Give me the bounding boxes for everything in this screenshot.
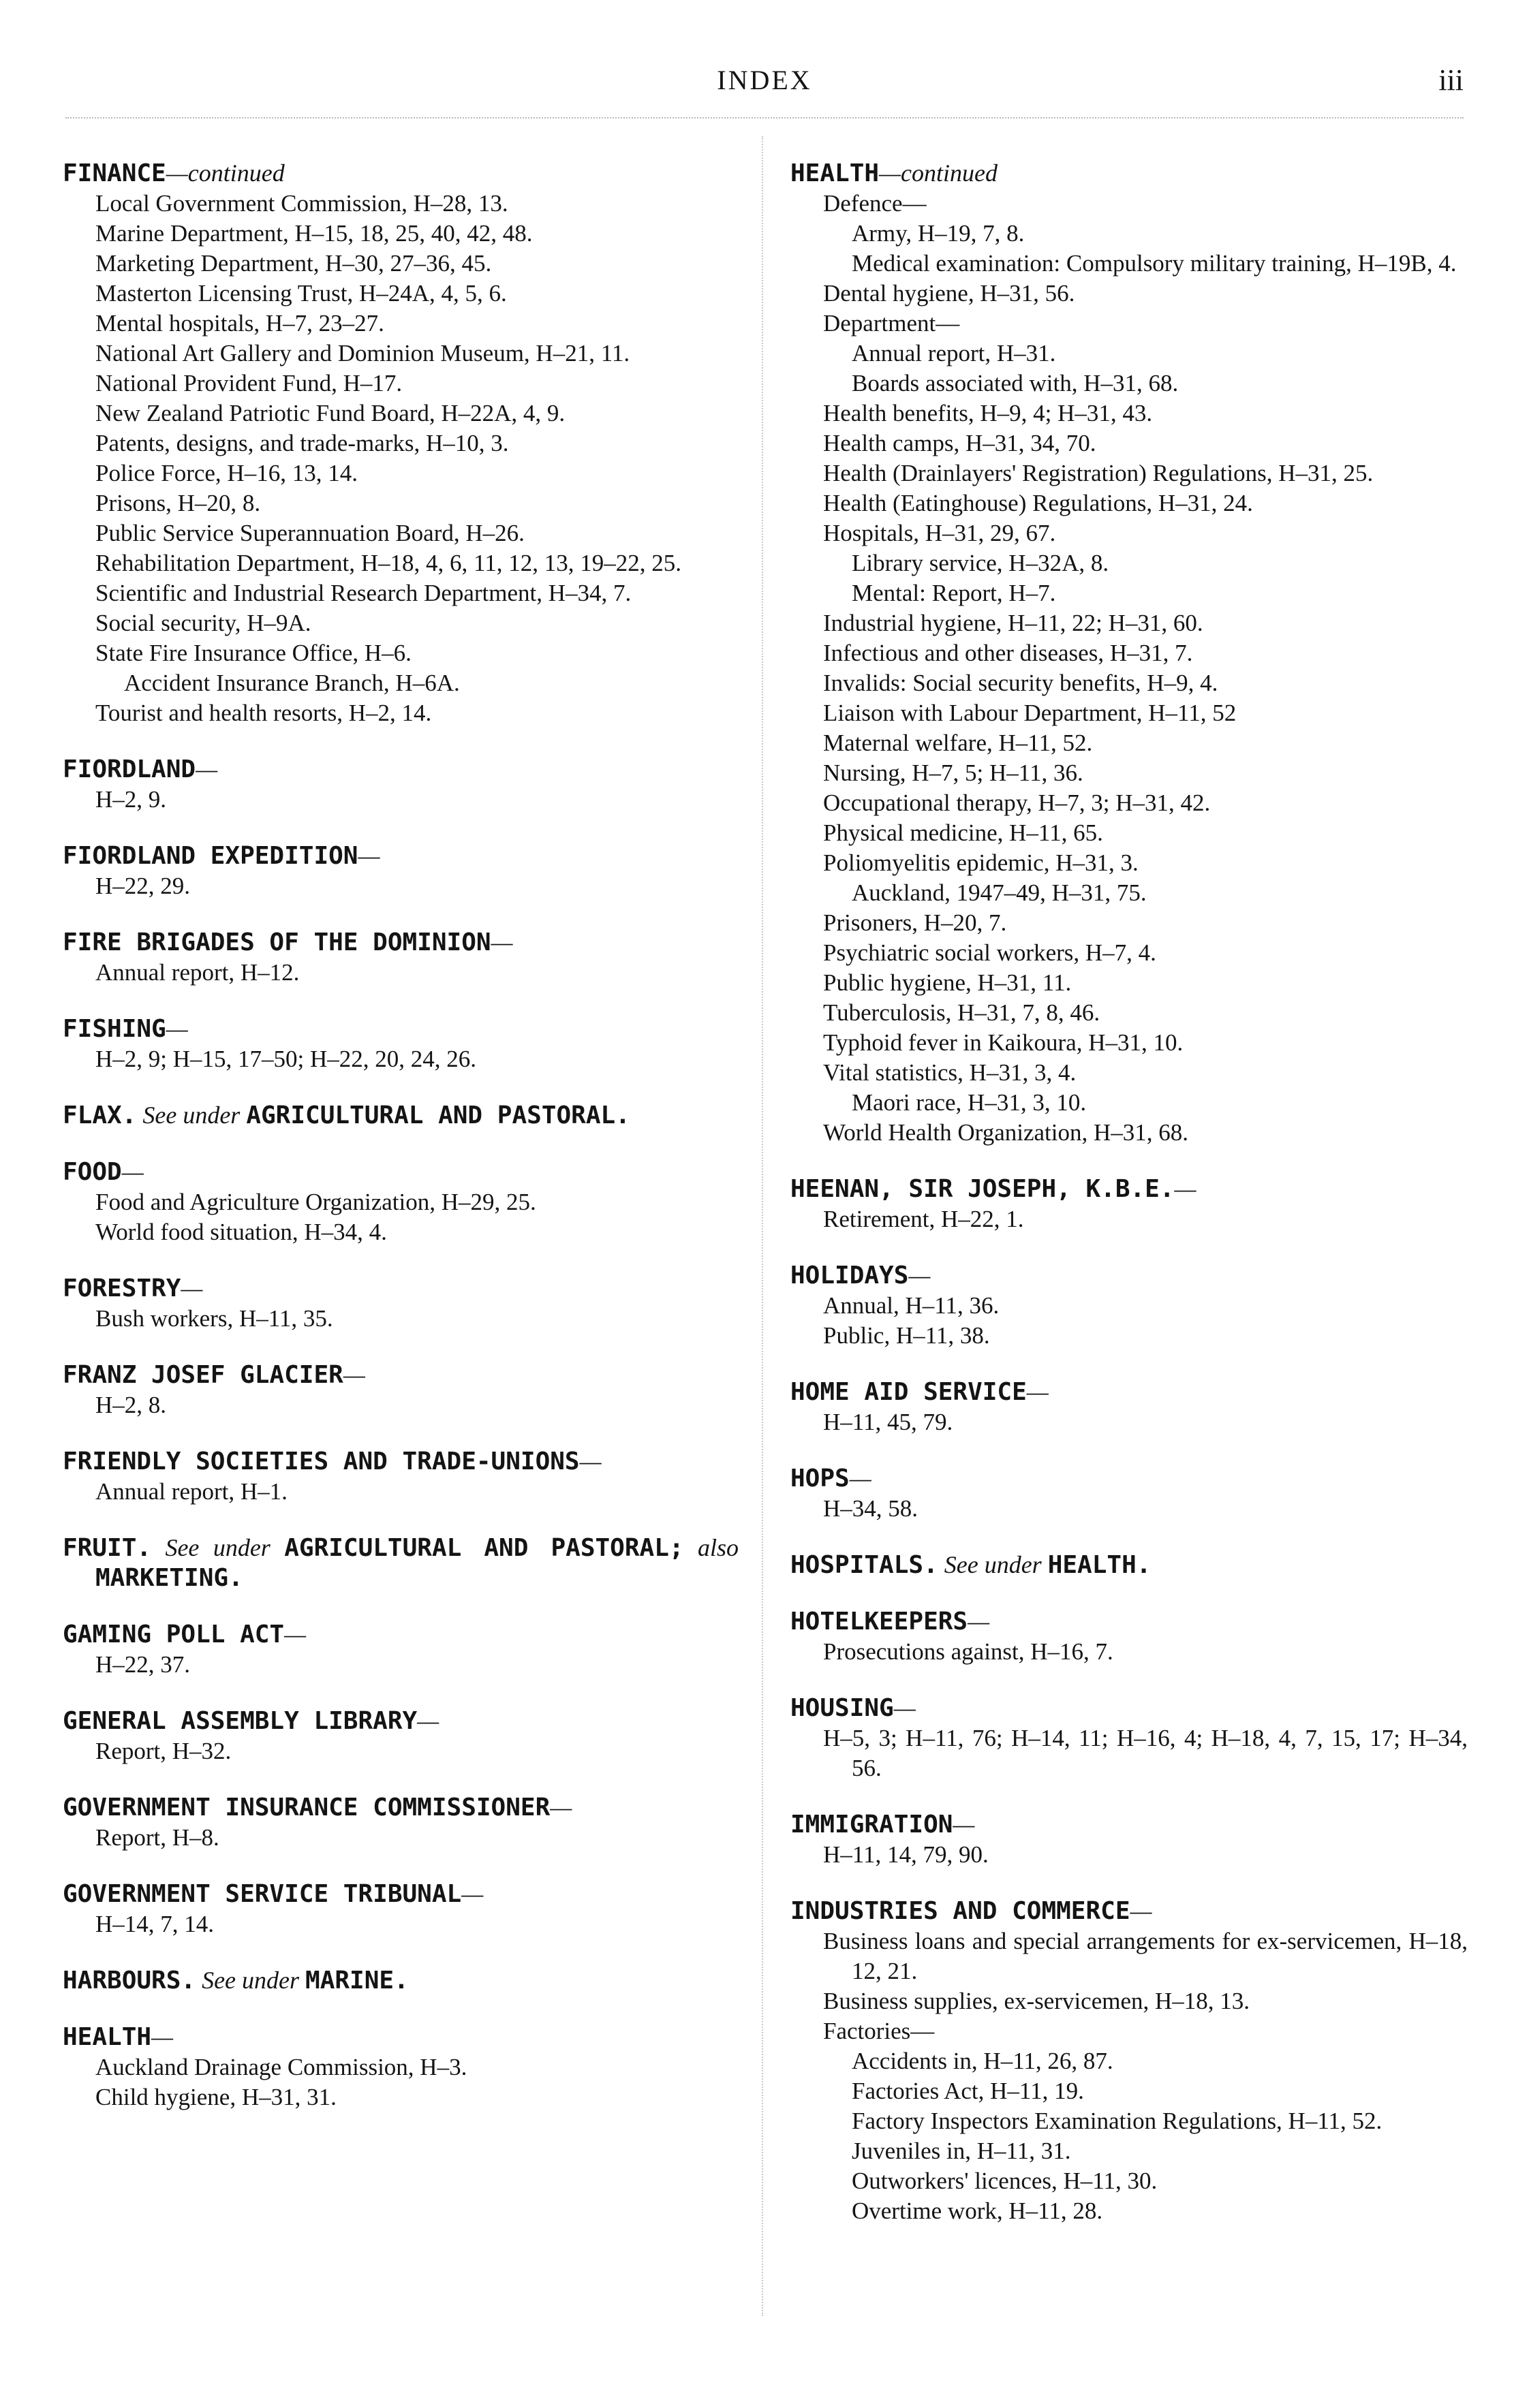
continuation-mark: — (284, 1621, 307, 1648)
heading-term: HOME AID SERVICE (790, 1378, 1027, 1406)
continuation-mark: — (166, 1015, 188, 1042)
index-subentry: Retirement, H–22, 1. (823, 1206, 1024, 1232)
continuation-mark: — (849, 1465, 871, 1492)
index-subentry: World food situation, H–34, 4. (95, 1219, 387, 1245)
heading-term: INDUSTRIES AND COMMERCE (790, 1897, 1130, 1925)
index-heading (63, 754, 739, 785)
heading-term: HOSPITALS. (790, 1551, 938, 1579)
index-subentry: Food and Agriculture Organization, H–29, 25. (95, 1189, 536, 1215)
index-heading (63, 1965, 739, 1996)
see-reference: See under (151, 1534, 285, 1561)
index-subentry: Industrial hygiene, H–11, 22; H–31, 60. (823, 610, 1203, 636)
index-entry (790, 1809, 1468, 1870)
index-subentry: Prisoners, H–20, 7. (823, 909, 1007, 936)
index-subentry: Health camps, H–31, 34, 70. (823, 430, 1096, 456)
heading-term: FOOD (63, 1158, 122, 1186)
index-subentry: Liaison with Labour Department, H–11, 52 (823, 700, 1237, 726)
heading-term: FRIENDLY SOCIETIES AND TRADE-UNIONS (63, 1448, 580, 1475)
index-subentry: Social security, H–9A. (95, 610, 311, 636)
index-subentry: Dental hygiene, H–31, 56. (823, 280, 1075, 307)
index-subentry: Patents, designs, and trade-marks, H–10, 3. (95, 430, 509, 456)
heading-term: HOUSING (790, 1694, 894, 1722)
continuation-mark: — (908, 1262, 931, 1289)
index-subentry: Nursing, H–7, 5; H–11, 36. (823, 760, 1083, 786)
continuation-mark: — (343, 1361, 365, 1388)
index-subentry: Bush workers, H–11, 35. (95, 1305, 333, 1332)
index-heading (63, 1879, 739, 1909)
continuation-mark: — (550, 1794, 572, 1821)
continuation-mark: — (953, 1811, 975, 1838)
index-subentry: H–2, 8. (95, 1392, 167, 1418)
continuation-mark: — (1026, 1378, 1049, 1405)
index-subentry: Factories— (823, 2018, 935, 2044)
index-entry (790, 1693, 1468, 1783)
page-header (0, 60, 1529, 108)
index-entry (63, 1014, 739, 1074)
header-rule (65, 117, 1464, 119)
index-heading (790, 1377, 1468, 1407)
continuation-mark: —continued (879, 159, 998, 187)
index-subentry: Boards associated with, H–31, 68. (852, 370, 1179, 396)
running-head: INDEX (717, 65, 812, 95)
heading-term: FORESTRY (63, 1275, 181, 1302)
cross-reference-target: MARKETING. (95, 1564, 243, 1592)
index-heading (63, 1619, 739, 1650)
index-subentry: Defence— (823, 190, 927, 217)
index-subentry: H–11, 45, 79. (823, 1409, 953, 1435)
index-heading (790, 158, 1468, 189)
see-reference: See under (938, 1551, 1048, 1578)
heading-term: GOVERNMENT INSURANCE COMMISSIONER (63, 1794, 551, 1821)
index-entry (63, 1879, 739, 1939)
index-subentry: Accident Insurance Branch, H–6A. (124, 670, 460, 696)
continuation-mark: — (151, 2023, 174, 2050)
index-entry (63, 1360, 739, 1420)
heading-term: HEENAN, SIR JOSEPH, K.B.E. (790, 1175, 1175, 1203)
index-subentry: Child hygiene, H–31, 31. (95, 2084, 337, 2110)
continuation-mark: — (417, 1707, 439, 1734)
index-heading (790, 1260, 1468, 1291)
index-subentry: H–34, 58. (823, 1495, 918, 1522)
continuation-mark: — (491, 928, 513, 956)
heading-term: FIORDLAND (63, 755, 196, 783)
index-subentry: Rehabilitation Department, H–18, 4, 6, 11, 12, 13, 19–22, 25. (95, 550, 681, 576)
index-subentry: Accidents in, H–11, 26, 87. (852, 2048, 1113, 2074)
index-heading (790, 1550, 1468, 1580)
index-subentry: Prosecutions against, H–16, 7. (823, 1638, 1113, 1665)
index-entry (790, 1550, 1468, 1580)
see-reference: See under (196, 1967, 306, 1994)
index-subentry: H–11, 14, 79, 90. (823, 1841, 989, 1868)
index-subentry: Infectious and other diseases, H–31, 7. (823, 640, 1193, 666)
index-subentry: Report, H–32. (95, 1738, 232, 1764)
index-subentry: Hospitals, H–31, 29, 67. (823, 520, 1056, 546)
index-entry (63, 2022, 739, 2112)
index-subentry: Marketing Department, H–30, 27–36, 45. (95, 250, 492, 277)
cross-reference-target: HEALTH. (1047, 1551, 1152, 1579)
index-entry (63, 1792, 739, 1853)
index-subentry: Maternal welfare, H–11, 52. (823, 730, 1093, 756)
index-subentry: Army, H–19, 7, 8. (852, 220, 1025, 247)
index-entry (63, 841, 739, 901)
index-subentry: Annual report, H–1. (95, 1478, 288, 1505)
index-subentry: National Provident Fund, H–17. (95, 370, 403, 396)
heading-term: GOVERNMENT SERVICE TRIBUNAL (63, 1880, 462, 1908)
index-heading (63, 1706, 739, 1736)
index-subentry: World Health Organization, H–31, 68. (823, 1119, 1189, 1146)
heading-term: FISHING (63, 1015, 166, 1043)
index-heading (63, 1446, 739, 1477)
index-subentry: Public Service Superannuation Board, H–26. (95, 520, 525, 546)
index-heading (63, 1792, 739, 1823)
index-subentry: Tourist and health resorts, H–2, 14. (95, 700, 432, 726)
index-subentry: Poliomyelitis epidemic, H–31, 3. (823, 849, 1139, 876)
index-subentry: Library service, H–32A, 8. (852, 550, 1109, 576)
index-entry (63, 1100, 739, 1131)
continuation-mark: — (358, 842, 380, 869)
index-entry (790, 1463, 1468, 1524)
index-heading (63, 1014, 739, 1044)
index-subentry: Physical medicine, H–11, 65. (823, 819, 1103, 846)
index-heading (63, 1157, 739, 1187)
heading-term: FIORDLAND EXPEDITION (63, 842, 358, 870)
column-divider (762, 136, 763, 2316)
index-entry (63, 1706, 739, 1766)
index-subentry: Medical examination: Compulsory military training, H–19B, 4. (852, 250, 1457, 277)
cross-reference-target: MARINE. (305, 1967, 409, 1995)
index-subentry: Public hygiene, H–31, 11. (823, 969, 1072, 996)
heading-term: HOTELKEEPERS (790, 1608, 968, 1636)
index-subentry: New Zealand Patriotic Fund Board, H–22A, 4, 9. (95, 400, 566, 426)
index-subentry: H–22, 37. (95, 1651, 191, 1678)
index-entry (790, 1377, 1468, 1437)
cross-reference-target: AGRICULTURAL AND PASTORAL. (246, 1101, 630, 1129)
continuation-mark: — (893, 1694, 916, 1721)
page-number: iii (1438, 63, 1464, 97)
index-subentry: Psychiatric social workers, H–7, 4. (823, 939, 1156, 966)
index-subentry: Factory Inspectors Examination Regulations, H–11, 52. (852, 2108, 1383, 2134)
continuation-mark: — (579, 1448, 602, 1475)
index-heading (63, 2022, 739, 2052)
index-entry (790, 1606, 1468, 1667)
continuation-mark: — (196, 755, 218, 783)
index-heading (63, 1273, 739, 1304)
continuation-mark: — (181, 1275, 203, 1302)
index-subentry: Masterton Licensing Trust, H–24A, 4, 5, 6. (95, 280, 507, 307)
index-subentry: Mental: Report, H–7. (852, 580, 1056, 606)
index-subentry: Public, H–11, 38. (823, 1322, 990, 1349)
index-heading (790, 1463, 1468, 1494)
index-subentry: H–14, 7, 14. (95, 1911, 215, 1937)
index-subentry: State Fire Insurance Office, H–6. (95, 640, 412, 666)
index-subentry: Business supplies, ex-servicemen, H–18, 13. (823, 1988, 1250, 2014)
index-subentry: Health (Drainlayers' Registration) Regulations, H–31, 25. (823, 460, 1374, 486)
index-subentry: Occupational therapy, H–7, 3; H–31, 42. (823, 789, 1211, 816)
heading-term: HOLIDAYS (790, 1262, 909, 1289)
heading-term: FIRE BRIGADES OF THE DOMINION (63, 928, 491, 956)
index-heading (63, 1533, 739, 1593)
continuation-mark: — (121, 1158, 144, 1185)
index-subentry: Health (Eatinghouse) Regulations, H–31, 24. (823, 490, 1253, 516)
heading-term: GAMING POLL ACT (63, 1621, 285, 1648)
index-subentry: Scientific and Industrial Research Department, H–34, 7. (95, 580, 632, 606)
index-subentry: Business loans and special arrangements for ex-servicemen, H–18, 12, 21. (823, 1928, 1468, 1984)
index-entry (790, 1896, 1468, 2226)
heading-term: GENERAL ASSEMBLY LIBRARY (63, 1707, 418, 1735)
index-entry (790, 1174, 1468, 1234)
index-subentry: Typhoid fever in Kaikoura, H–31, 10. (823, 1029, 1184, 1056)
index-heading (790, 1693, 1468, 1723)
index-heading (790, 1174, 1468, 1204)
heading-term: HARBOURS. (63, 1967, 196, 1995)
index-entry (63, 1157, 739, 1247)
index-subentry: Factories Act, H–11, 19. (852, 2078, 1084, 2104)
index-entry (63, 1965, 739, 1996)
index-subentry: Maori race, H–31, 3, 10. (852, 1089, 1087, 1116)
index-entry (63, 1273, 739, 1334)
index-subentry: Health benefits, H–9, 4; H–31, 43. (823, 400, 1153, 426)
heading-term: HEALTH (790, 159, 880, 187)
index-entry (63, 1446, 739, 1507)
continuation-mark: — (1174, 1175, 1196, 1202)
index-entry (63, 1533, 739, 1593)
heading-term: HEALTH (63, 2023, 152, 2051)
index-heading (63, 158, 739, 189)
index-subentry: H–5, 3; H–11, 76; H–14, 11; H–16, 4; H–18, 4, 7, 15, 17; H–34, 56. (823, 1725, 1468, 1781)
heading-term: FINANCE (63, 159, 166, 187)
index-subentry: Vital statistics, H–31, 3, 4. (823, 1059, 1077, 1086)
heading-term: HOPS (790, 1465, 850, 1492)
cross-reference-target: AGRICULTURAL AND PASTORAL; (284, 1534, 684, 1562)
index-subentry: Department— (823, 310, 960, 337)
index-subentry: Marine Department, H–15, 18, 25, 40, 42, 48. (95, 220, 533, 247)
continuation-mark: — (968, 1608, 990, 1635)
index-subentry: Outworkers' licences, H–11, 30. (852, 2168, 1158, 2194)
index-subentry: Invalids: Social security benefits, H–9, 4. (823, 670, 1218, 696)
index-subentry: Annual report, H–12. (95, 959, 300, 986)
index-subentry: Police Force, H–16, 13, 14. (95, 460, 358, 486)
index-column-left (63, 158, 739, 2138)
index-subentry: Local Government Commission, H–28, 13. (95, 190, 508, 217)
index-heading (790, 1896, 1468, 1926)
index-subentry: Auckland, 1947–49, H–31, 75. (852, 879, 1147, 906)
index-entry (790, 1260, 1468, 1351)
index-subentry: Report, H–8. (95, 1824, 219, 1851)
index-entry (63, 158, 739, 728)
index-subentry: Annual, H–11, 36. (823, 1292, 1000, 1319)
index-subentry: Tuberculosis, H–31, 7, 8, 46. (823, 999, 1100, 1026)
index-subentry: National Art Gallery and Dominion Museum, H–21, 11. (95, 340, 630, 366)
index-subentry: Prisons, H–20, 8. (95, 490, 261, 516)
index-subentry: Overtime work, H–11, 28. (852, 2198, 1103, 2224)
heading-term: IMMIGRATION (790, 1811, 953, 1839)
index-subentry: Auckland Drainage Commission, H–3. (95, 2054, 467, 2080)
index-entry (63, 754, 739, 815)
index-heading (63, 841, 739, 871)
index-heading (63, 927, 739, 958)
index-heading (790, 1606, 1468, 1637)
see-also-reference: also (683, 1534, 739, 1561)
index-entry (63, 1619, 739, 1680)
index-heading (63, 1360, 739, 1390)
continuation-mark: — (461, 1880, 484, 1907)
heading-term: FRUIT. (63, 1534, 152, 1562)
index-subentry: Mental hospitals, H–7, 23–27. (95, 310, 384, 337)
index-heading (790, 1809, 1468, 1840)
index-entry (63, 927, 739, 988)
index-subentry: H–2, 9. (95, 786, 167, 813)
index-column-right (790, 158, 1468, 2252)
heading-term: FRANZ JOSEF GLACIER (63, 1361, 343, 1389)
index-heading (63, 1100, 739, 1131)
heading-term: FLAX. (63, 1101, 137, 1129)
index-subentry: Annual report, H–31. (852, 340, 1056, 366)
index-subentry: H–22, 29. (95, 873, 191, 899)
see-reference: See under (136, 1101, 247, 1129)
continuation-mark: — (1130, 1897, 1152, 1924)
index-entry (790, 158, 1468, 1148)
index-subentry: H–2, 9; H–15, 17–50; H–22, 20, 24, 26. (95, 1046, 477, 1072)
continuation-mark: —continued (166, 159, 285, 187)
index-subentry: Juveniles in, H–11, 31. (852, 2138, 1071, 2164)
